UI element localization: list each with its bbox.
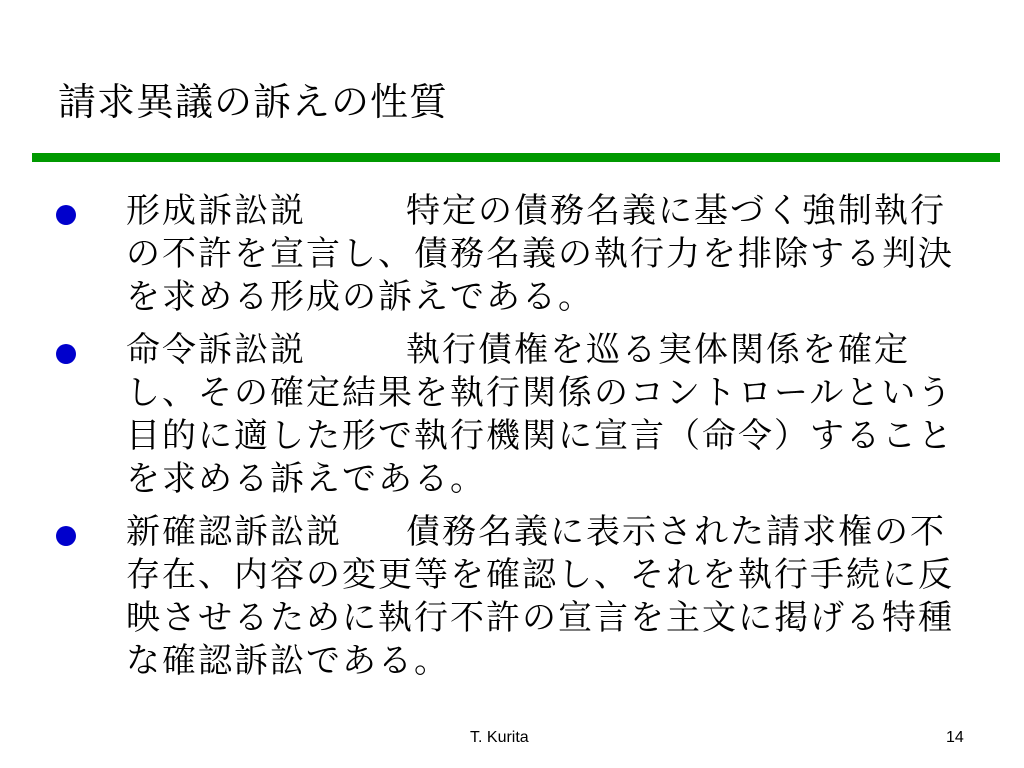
bullet-term: 新確認訴訟説 [126, 512, 342, 552]
title-divider [32, 153, 1000, 162]
bullet-body: 債務名義に表示された請求権の不存在、内容の変更等を確認し、それを執行手続に反映させるために執行不許の宣言を主文に掲げる特種な確認訴訟である。 [126, 512, 954, 681]
list-item [56, 329, 976, 501]
bullet-text [126, 329, 966, 501]
bullet-term: 命令訴訟説 [126, 330, 306, 370]
footer-author: T. Kurita [470, 729, 529, 746]
list-item [56, 511, 976, 683]
bullet-text [126, 190, 966, 319]
bullet-icon [56, 205, 76, 225]
bullet-term: 形成訴訟説 [126, 191, 306, 231]
bullet-text [126, 511, 966, 683]
bullet-body: 特定の債務名義に基づく強制執行の不許を宣言し、債務名義の執行力を排除する判決を求める形成の訴えである。 [126, 191, 954, 317]
bullet-icon [56, 344, 76, 364]
list-item [56, 190, 976, 319]
slide-title: 請求異議の訴えの性質 [58, 80, 449, 124]
bullet-list [56, 190, 976, 693]
bullet-body: 執行債権を巡る実体関係を確定し、その確定結果を執行関係のコントロールという目的に適した形で執行機関に宣言（命令）することを求める訴えである。 [126, 330, 954, 499]
bullet-icon [56, 526, 76, 546]
page-number: 14 [946, 729, 964, 746]
